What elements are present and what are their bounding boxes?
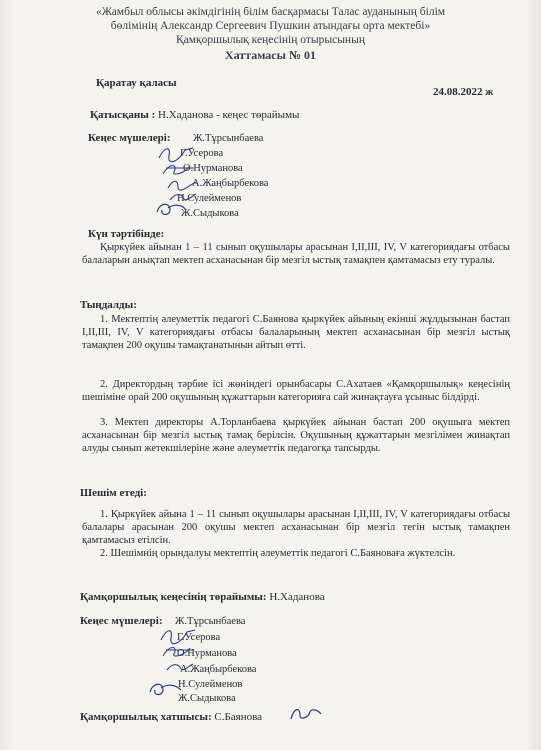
members-label: Кеңес мүшелері: (88, 132, 171, 144)
signature-mark (165, 660, 195, 674)
header-line-2: бөлімінің Александр Сергеевич Пушкин атындағы орта мектебі» (110, 20, 431, 32)
member-item: Ж.Тұрсынбаева (175, 616, 246, 627)
chair-value: Н.Хаданова (269, 591, 325, 603)
heard-label: Тыңдалды: (80, 299, 137, 311)
member-item: Г.Усерова (177, 632, 221, 643)
signature-mark (147, 680, 187, 702)
secretary-label: Қамқоршылық хатшысы: (80, 711, 212, 723)
members2-label: Кеңес мүшелері: (80, 615, 163, 627)
attendance-row (90, 109, 299, 121)
member-item: Ж.Сыдыкова (178, 693, 236, 704)
agenda-text: Қыркүйек айынан 1 – 11 сынып оқушылары арасынан I,II,III, IV, V категориядағы отбасы балаларын анықтап мектеп асханасынан бір мезгіл ыстық тамақпен қамтамасыз ету туралы. (82, 242, 510, 266)
heard-item: 1. Мектептің әлеуметтік педагогі С.Баянова қыркүйек айының екінші жұлдызынан бастап I,II,III, IV, V категориядағы отбасы балаларының мектеп асханасынан бір мезгіл ыстық тамақпен 200 оқушы тамақтанатынын айтып өтті. (82, 314, 510, 351)
member-item: Ж.Тұрсынбаева (193, 133, 264, 144)
attendance-value: Н.Хаданова - кеңес төрайымы (158, 109, 300, 121)
agenda-label: Күн тәртібінде: (88, 228, 165, 240)
decision-item: 1. Қыркүйек айына 1 – 11 сынып оқушылары арасынан I,II,III, IV, V категориядағы отбасы балалары арасынан 200 оқушы мектеп асханасынан бір мезгіл тегін ыстық тамақпен қамтамасыз етілсін. (82, 509, 510, 546)
member-item: О.Нурманова (177, 648, 237, 659)
member-item: А.Жаңбырбекова (180, 664, 257, 675)
city: Қаратау қаласы (96, 77, 177, 89)
chair-label: Қамқоршылық кеңесінің төрайымы: (80, 591, 267, 603)
member-item: Г.Усерова (180, 148, 224, 159)
member-item: О.Нурманова (183, 163, 243, 174)
member-item: Н.Сулейменов (178, 679, 243, 690)
heard-item: 2. Директордың тәрбие ісі жөніндегі орынбасары С.Ахатаев «Қамқоршылық» кеңесінің шешіміне орай 200 оқушының құжаттарын категорияға сай жинақтауға ұсыныс білдірді. (82, 379, 510, 403)
member-item: А.Жаңбырбекова (192, 178, 269, 189)
header-line-1: «Жамбыл облысы әкімдігінің білім басқармасы Талас ауданының білім (95, 6, 446, 18)
member-item: Н.Сулейменов (177, 193, 242, 204)
signature-mark (288, 704, 324, 724)
decision-item: 2. Шешімнің орындалуы мектептің әлеуметтік педагогі С.Баяноваға жүктелсін. (100, 548, 456, 559)
secretary-row (80, 711, 262, 723)
attendance-label: Қатысқаны : (90, 109, 156, 121)
signature-mark (160, 640, 200, 662)
heard-item: 3. Мектеп директоры А.Торланбаева қыркүйек айынан бастап 200 оқушыға мектеп асханасынан бір мезгіл ыстық тамақ берілсін. Оқушының құжаттарын мезгілімен жинақтап алуды сынып жетекшілеріне және әлеуметтік педагогқа тапсырды. (82, 417, 510, 454)
secretary-value: С.Баянова (214, 711, 263, 723)
signature-mark (154, 200, 190, 220)
protocol-title: Хаттамасы № 01 (224, 48, 317, 62)
chair-row (80, 591, 325, 603)
date: 24.08.2022 ж (433, 86, 494, 98)
header-line-3: Қамқоршылық кеңесінің отырысының (176, 34, 365, 46)
member-item: Ж.Сыдыкова (181, 208, 239, 219)
decision-label: Шешім етеді: (80, 487, 147, 499)
